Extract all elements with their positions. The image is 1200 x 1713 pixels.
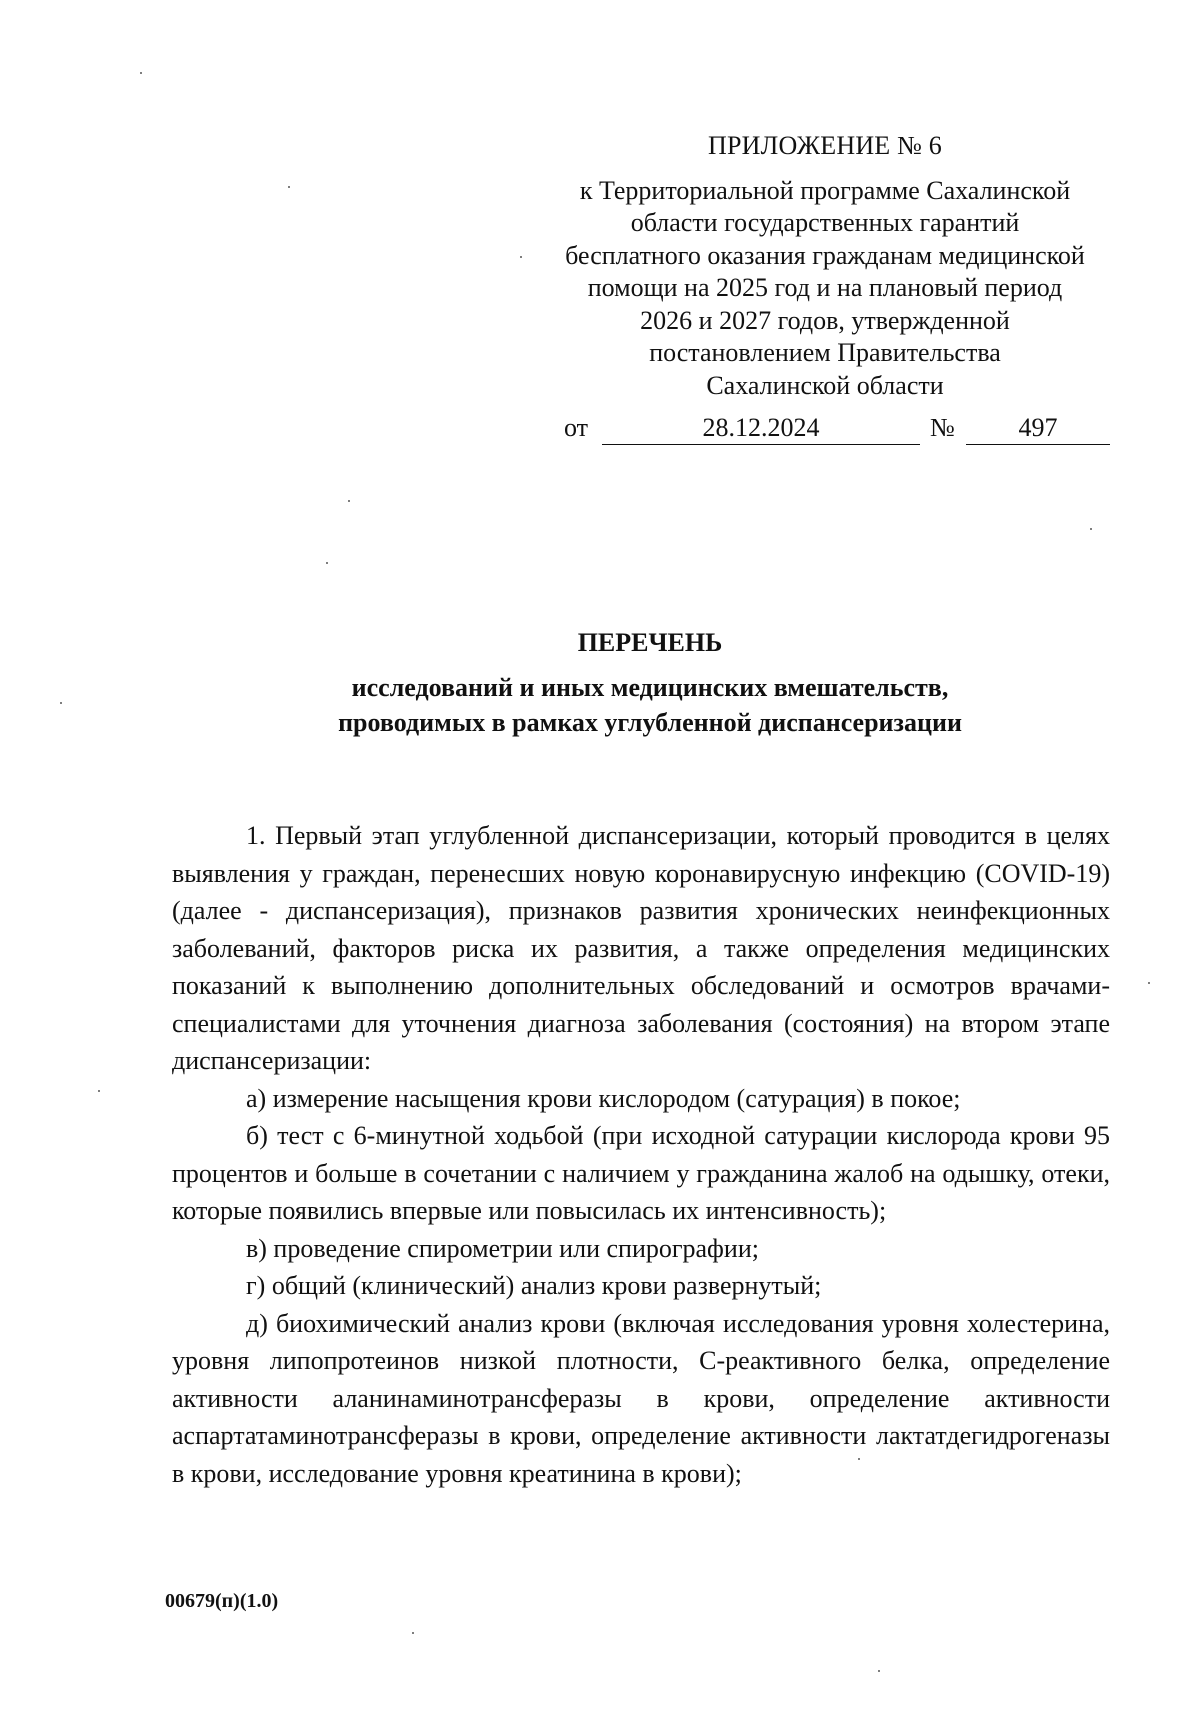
appendix-line: Сахалинской области <box>706 370 944 400</box>
appendix-block <box>540 130 1110 402</box>
scan-speck <box>520 256 522 258</box>
heading-subtitle-line: проводимых в рамках углубленной диспансеризации <box>338 708 962 737</box>
appendix-line: помощи на 2025 год и на плановый период <box>587 273 1063 302</box>
scan-speck <box>1090 528 1092 530</box>
appendix-line: области государственных гарантий <box>630 208 1020 237</box>
scan-speck <box>326 562 328 564</box>
appendix-line: постановлением Правительства <box>649 338 1001 367</box>
document-body <box>172 817 1110 1492</box>
list-item-g: г) общий (клинический) анализ крови развернутый; <box>246 1271 822 1300</box>
scan-speck <box>98 1090 100 1092</box>
scan-speck <box>878 1670 880 1672</box>
resolution-number: 497 <box>966 412 1110 445</box>
from-label: от <box>564 413 589 442</box>
heading-title: ПЕРЕЧЕНЬ <box>577 628 723 657</box>
scan-speck <box>412 1632 414 1634</box>
resolution-date-line <box>564 412 1110 448</box>
scan-speck <box>60 702 62 704</box>
scan-speck <box>288 186 290 188</box>
list-item-v: в) проведение спирометрии или спирографии; <box>246 1233 759 1263</box>
heading-subtitle-line: исследований и иных медицинских вмешательств, <box>351 673 949 702</box>
scan-speck <box>1148 982 1150 984</box>
list-item-d: д) биохимический анализ крови (включая исследования уровня холестерина, уровня липопротеинов низкой плотности, С-реактивного белка, определение активности аланинаминотрансферазы в крови, определение активности аспартатаминотрансферазы в крови, определение активности лактатдегидрогеназы в крови, исследование уровня креатинина в крови); <box>172 1308 1110 1488</box>
appendix-line: бесплатного оказания гражданам медицинской <box>565 240 1085 270</box>
scan-speck <box>858 1458 860 1460</box>
paragraph-first-stage: 1. Первый этап углубленной диспансеризации, который проводится в целях выявления у граждан, перенесших новую коронавирусную инфекцию (COVID-19) (далее - диспансеризация), признаков развития хронических неинфекционных заболеваний, факторов риска их развития, а также определения медицинских показаний к выполнению дополнительных обследований и осмотров врачами-специалистами для уточнения диагноза заболевания (состояния) на втором этапе диспансеризации: <box>172 821 1110 1075</box>
scan-speck <box>348 500 350 502</box>
resolution-date: 28.12.2024 <box>602 412 920 445</box>
appendix-line: 2026 и 2027 годов, утвержденной <box>640 305 1010 335</box>
appendix-line: к Территориальной программе Сахалинской <box>579 175 1071 205</box>
list-item-a: а) измерение насыщения крови кислородом (сатурация) в покое; <box>246 1083 961 1113</box>
footer-document-code: 00679(п)(1.0) <box>165 1590 279 1612</box>
number-sign: № <box>930 413 955 442</box>
scan-speck <box>140 72 142 74</box>
appendix-title: ПРИЛОЖЕНИЕ № 6 <box>708 131 942 160</box>
list-item-b: б) тест с 6-минутной ходьбой (при исходной сатурации кислорода крови 95 процентов и больше в сочетании с наличием у гражданина жалоб на одышку, отеки, которые появились впервые или повысилась их интенсивность); <box>172 1121 1110 1225</box>
document-heading <box>170 625 1130 740</box>
